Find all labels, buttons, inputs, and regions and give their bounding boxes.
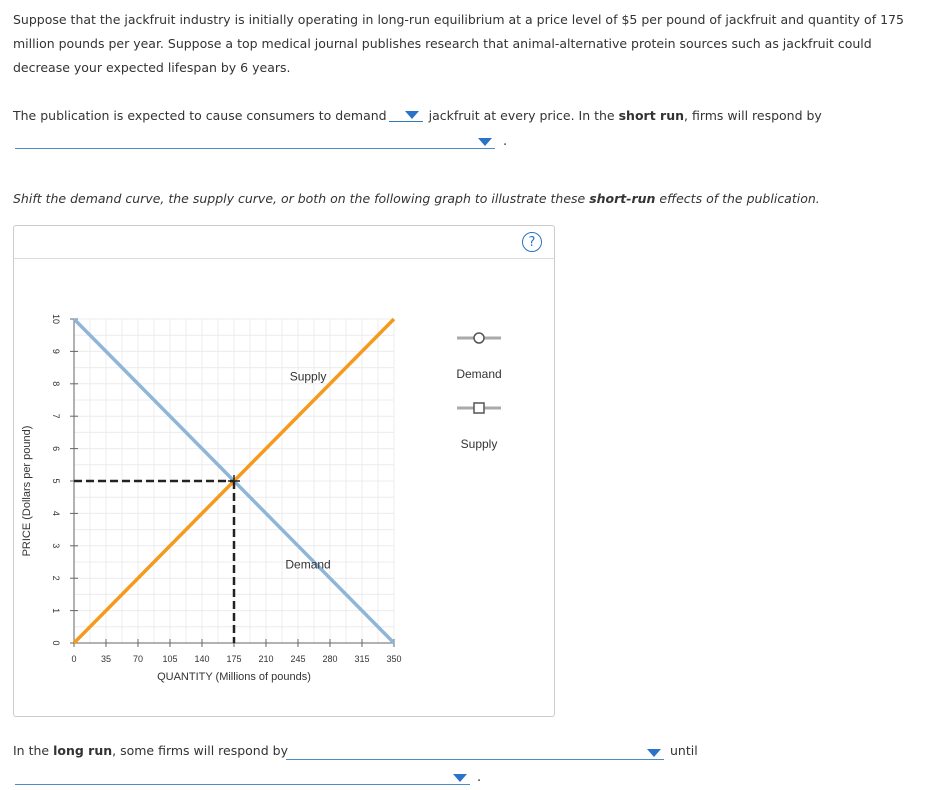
graph-canvas[interactable]	[14, 226, 554, 716]
demand-change-dropdown[interactable]	[389, 107, 423, 122]
y-tick-label: 8	[51, 381, 61, 387]
x-axis-label: QUANTITY (Millions of pounds)	[157, 671, 311, 683]
x-tick-label: 70	[132, 654, 144, 664]
lr-text-1: In the	[13, 743, 50, 758]
y-tick-label: 3	[51, 543, 61, 549]
period: .	[503, 134, 508, 149]
legend-circle-marker	[474, 333, 484, 343]
x-tick-label: 105	[162, 654, 178, 664]
x-tick-label: 315	[354, 654, 370, 664]
legend-square-marker	[474, 403, 484, 413]
y-tick-label: 4	[51, 510, 61, 516]
y-tick-label: 6	[51, 446, 61, 452]
y-tick-label: 7	[51, 413, 61, 419]
y-tick-label: 9	[51, 348, 61, 354]
y-tick-label: 1	[51, 608, 61, 614]
x-tick-label: 140	[194, 654, 210, 664]
legend	[456, 333, 501, 451]
question-intro: Suppose that the jackfruit industry is initially operating in long-run equilibrium at a price level of $5 per pound of jackfruit and quantity of 175 million pounds per year. Suppose a top medical journal publishes research that animal-alternative protein sources such as jackfruit could decrease your expected lifespan by 6 years.	[13, 12, 904, 75]
graph-panel	[13, 225, 555, 717]
supply-curve-label: Supply	[289, 369, 327, 384]
legend-label: Supply	[460, 437, 498, 451]
x-tick-label: 175	[226, 654, 242, 664]
instruction-text-1: Shift the demand curve, the supply curve, or both on the following graph to illustrate these	[13, 191, 586, 206]
x-tick-label: 350	[386, 654, 402, 664]
help-icon[interactable]: ?	[522, 232, 542, 252]
x-tick-label: 210	[258, 654, 274, 664]
short-run-label: short run	[618, 108, 684, 123]
firm-response-dropdown[interactable]	[15, 130, 495, 149]
y-axis-label: PRICE (Dollars per pound)	[21, 425, 33, 557]
dropdown-arrow-icon	[478, 138, 492, 146]
q1-text-3: , firms will respond by	[684, 108, 822, 123]
y-tick-label: 0	[51, 640, 61, 646]
graph-instruction	[13, 191, 820, 206]
instruction-bold: short-run	[589, 191, 656, 206]
long-run-response-dropdown[interactable]	[286, 741, 664, 760]
long-run-label: long run	[53, 743, 113, 758]
dropdown-arrow-icon	[453, 774, 467, 782]
period: .	[477, 770, 482, 785]
instruction-text-2: effects of the publication.	[659, 191, 820, 206]
long-run-line	[13, 743, 288, 758]
dropdown-arrow-icon	[647, 749, 661, 757]
demand-curve-label: Demand	[285, 557, 331, 572]
y-tick-label: 10	[51, 313, 61, 325]
dropdown-arrow-icon	[405, 111, 419, 119]
x-tick-label: 280	[322, 654, 338, 664]
lr-text-2: , some firms will respond by	[112, 743, 288, 758]
q1-text-2: jackfruit at every price. In the	[428, 108, 615, 123]
x-tick-label: 35	[100, 654, 112, 664]
x-tick-label: 245	[290, 654, 306, 664]
until-label: until	[670, 743, 698, 758]
q1-text-1: The publication is expected to cause consumers to demand	[13, 108, 387, 123]
legend-label: Demand	[456, 367, 502, 381]
y-tick-label: 5	[51, 478, 61, 484]
until-dropdown[interactable]	[15, 766, 470, 785]
y-tick-label: 2	[51, 575, 61, 581]
question-line-1	[13, 104, 822, 128]
x-tick-label: 0	[71, 654, 77, 664]
